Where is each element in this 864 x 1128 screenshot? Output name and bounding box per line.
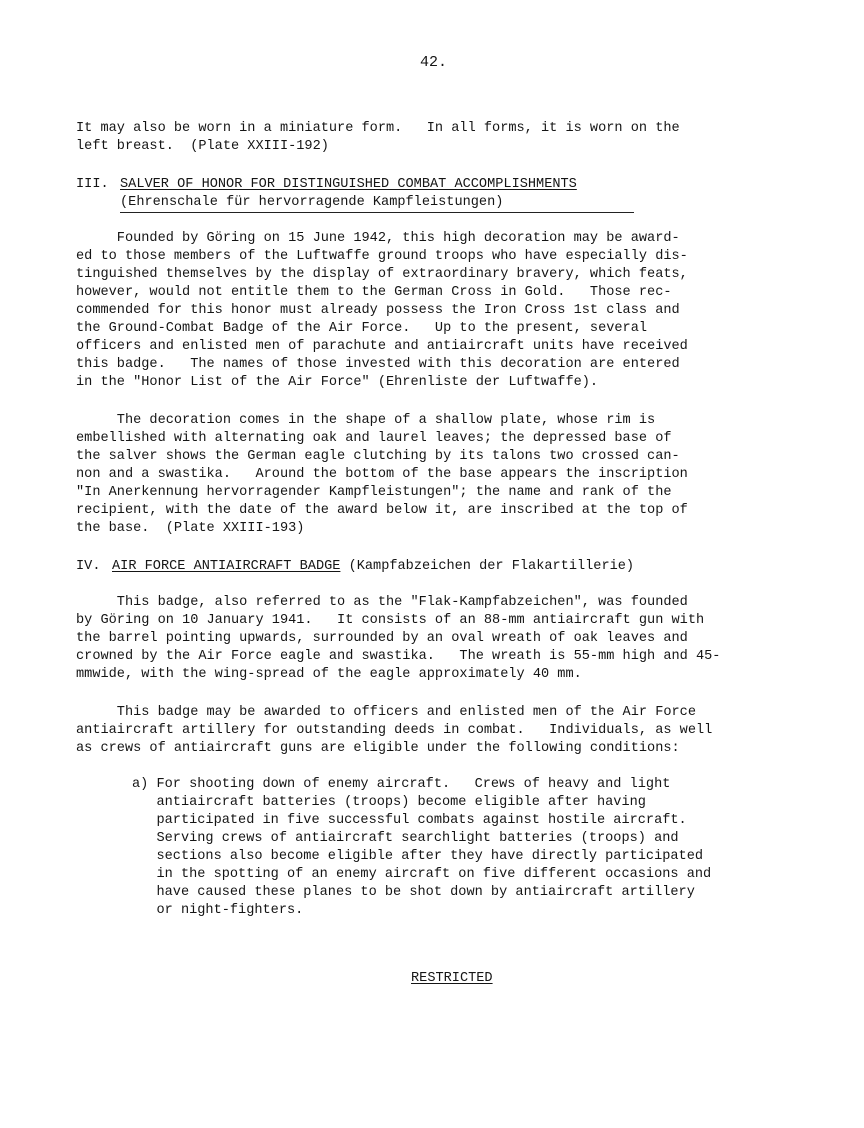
paragraph-line: The decoration comes in the shape of a shallow plate, whose rim is [76, 413, 656, 428]
intro-line: It may also be worn in a miniature form. In all forms, it is worn on the [76, 121, 680, 136]
paragraph-line: the Ground-Combat Badge of the Air Force. Up to the present, several [76, 321, 648, 336]
paragraph-line: this badge. The names of those invested with this decoration are entered [76, 357, 680, 372]
paragraph-line: This badge, also referred to as the "Flak-Kampfabzeichen", was founded [76, 595, 688, 610]
section-4-numeral: IV. [76, 559, 101, 574]
list-item-line: participated in five successful combats against hostile aircraft. [132, 813, 687, 828]
paragraph-line: in the "Honor List of the Air Force" (Ehrenliste der Luftwaffe). [76, 375, 599, 390]
list-item-line: Serving crews of antiaircraft searchlight batteries (troops) and [132, 831, 679, 846]
paragraph-line: non and a swastika. Around the bottom of the base appears the inscription [76, 467, 688, 482]
section-3-heading: SALVER OF HONOR FOR DISTINGUISHED COMBAT ACCOMPLISHMENTS [120, 177, 577, 192]
paragraph-line: as crews of antiaircraft guns are eligible under the following conditions: [76, 741, 680, 756]
section-3-subheading: (Ehrenschale für hervorragende Kampfleistungen) [120, 195, 504, 210]
paragraph-line: officers and enlisted men of parachute and antiaircraft units have received [76, 339, 688, 354]
page-number: 42. [420, 54, 448, 71]
section-4-title-line [112, 558, 634, 576]
paragraph-line: commended for this honor must already possess the Iron Cross 1st class and [76, 303, 680, 318]
paragraph-line: mmwide, with the wing-spread of the eagle approximately 40 mm. [76, 667, 582, 682]
paragraph-line: however, would not entitle them to the German Cross in Gold. Those rec- [76, 285, 672, 300]
list-item-line: have caused these planes to be shot down by antiaircraft artillery [132, 885, 695, 900]
list-item-line: in the spotting of an enemy aircraft on five different occasions and [132, 867, 712, 882]
section-3-rule [120, 212, 634, 213]
section-4-heading: AIR FORCE ANTIAIRCRAFT BADGE [112, 559, 341, 574]
paragraph-line: ed to those members of the Luftwaffe ground troops who have especially dis- [76, 249, 688, 264]
list-item-line: or night-fighters. [132, 903, 304, 918]
paragraph-line: the salver shows the German eagle clutching by its talons two crossed can- [76, 449, 680, 464]
list-item-line: antiaircraft batteries (troops) become eligible after having [132, 795, 646, 810]
paragraph-line: by Göring on 10 January 1941. It consists of an 88-mm antiaircraft gun with [76, 613, 705, 628]
paragraph-line: the barrel pointing upwards, surrounded by an oval wreath of oak leaves and [76, 631, 688, 646]
section-3-numeral: III. [76, 177, 109, 192]
paragraph-line: embellished with alternating oak and laurel leaves; the depressed base of [76, 431, 672, 446]
paragraph-line: tinguished themselves by the display of extraordinary bravery, which feats, [76, 267, 688, 282]
paragraph-line: antiaircraft artillery for outstanding deeds in combat. Individuals, as well [76, 723, 713, 738]
paragraph-line: This badge may be awarded to officers and enlisted men of the Air Force [76, 705, 696, 720]
paragraph-line: the base. (Plate XXIII-193) [76, 521, 305, 536]
intro-line: left breast. (Plate XXIII-192) [76, 139, 329, 154]
list-item-line: a) For shooting down of enemy aircraft. Crews of heavy and light [132, 777, 671, 792]
list-item-line: sections also become eligible after they have directly participated [132, 849, 704, 864]
section-4-heading-german: (Kampfabzeichen der Flakartillerie) [340, 559, 635, 574]
paragraph-line: Founded by Göring on 15 June 1942, this high decoration may be award- [76, 231, 680, 246]
paragraph-line: crowned by the Air Force eagle and swastika. The wreath is 55-mm high and 45- [76, 649, 721, 664]
paragraph-line: recipient, with the date of the award below it, are inscribed at the top of [76, 503, 688, 518]
classification-footer: RESTRICTED [411, 971, 493, 986]
paragraph-line: "In Anerkennung hervorragender Kampfleistungen"; the name and rank of the [76, 485, 672, 500]
